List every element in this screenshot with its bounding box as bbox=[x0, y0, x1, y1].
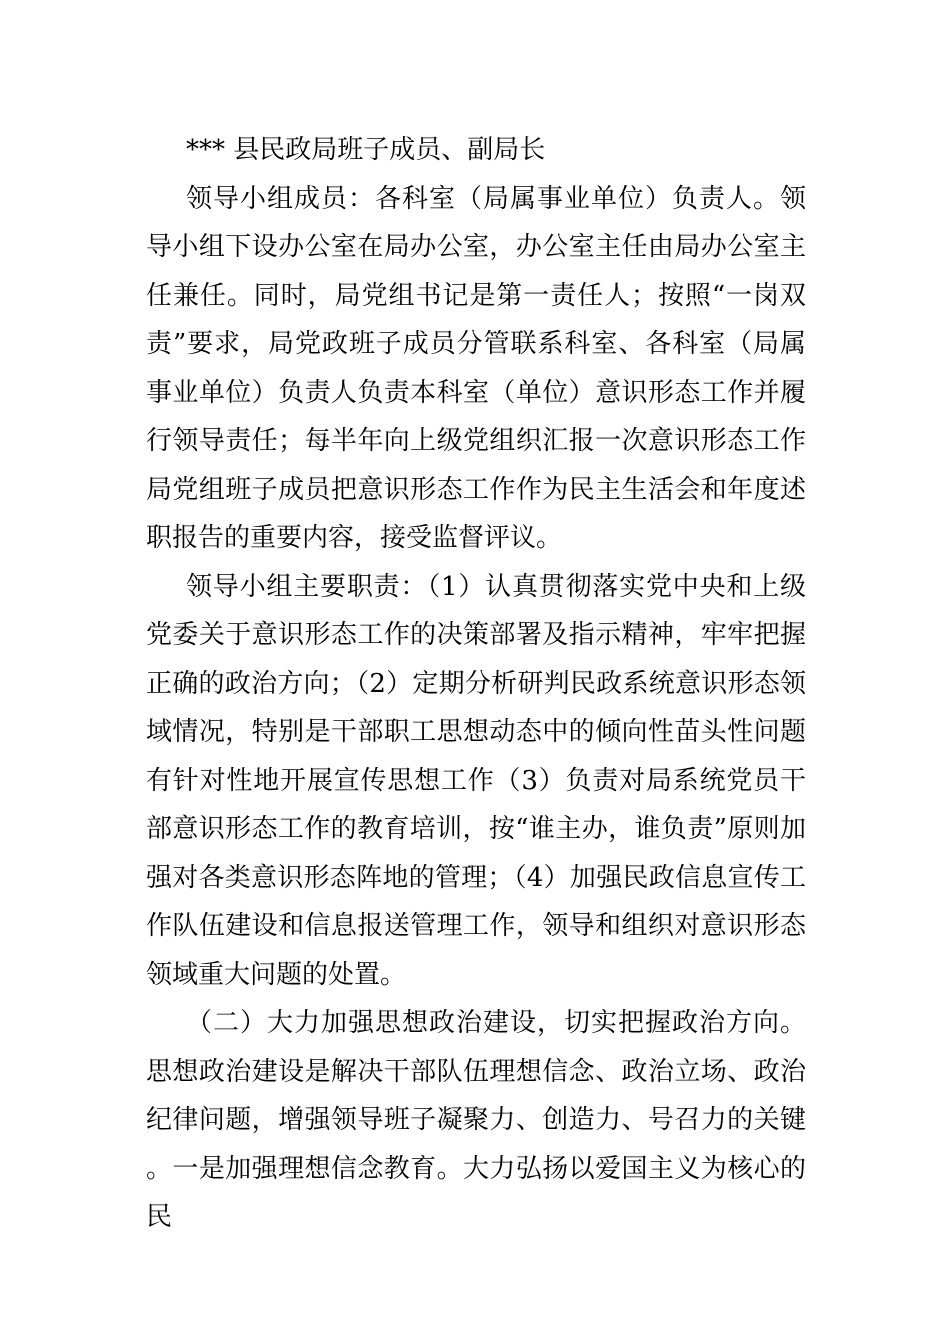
document-body bbox=[146, 126, 806, 1242]
paragraph-political-building: （二）大力加强思想政治建设，切实把握政治方向。思想政治建设是解决干部队伍理想信念、政治立场、政治纪律问题，增强领导班子凝聚力、创造力、号召力的关键。一是加强理想信念教育。大力弘扬以爱国主义为核心的民 bbox=[146, 1008, 806, 1232]
paragraph-group-duties: 领导小组主要职责：（1）认真贯彻落实党中央和上级党委关于意识形态工作的决策部署及指示精神，牢牢把握正确的政治方向；（2）定期分析研判民政系统意识形态领域情况，特别是干部职工思想动态中的倾向性苗头性问题有针对性地开展宣传思想工作（3）负责对局系统党员干部意识形态工作的教育培训，按“谁主办，谁负责”原则加强对各类意识形态阵地的管理；（4）加强民政信息宣传工作队伍建设和信息报送管理工作，领导和组织对意识形态领域重大问题的处置。 bbox=[146, 571, 806, 990]
paragraph-group-members: 领导小组成员：各科室（局属事业单位）负责人。领导小组下设办公室在局办公室，办公室主任由局办公室主任兼任。同时，局党组书记是第一责任人；按照“一岗双责”要求，局党政班子成员分管联系科室、各科室（局属事业单位）负责人负责本科室（单位）意识形态工作并履行领导责任；每半年向上级党组织汇报一次意识形态工作局党组班子成员把意识形态工作作为民主生活会和年度述职报告的重要内容，接受监督评议。 bbox=[146, 183, 806, 553]
paragraph-leader-list: *** 县民政局班子成员、副局长 bbox=[186, 135, 546, 165]
